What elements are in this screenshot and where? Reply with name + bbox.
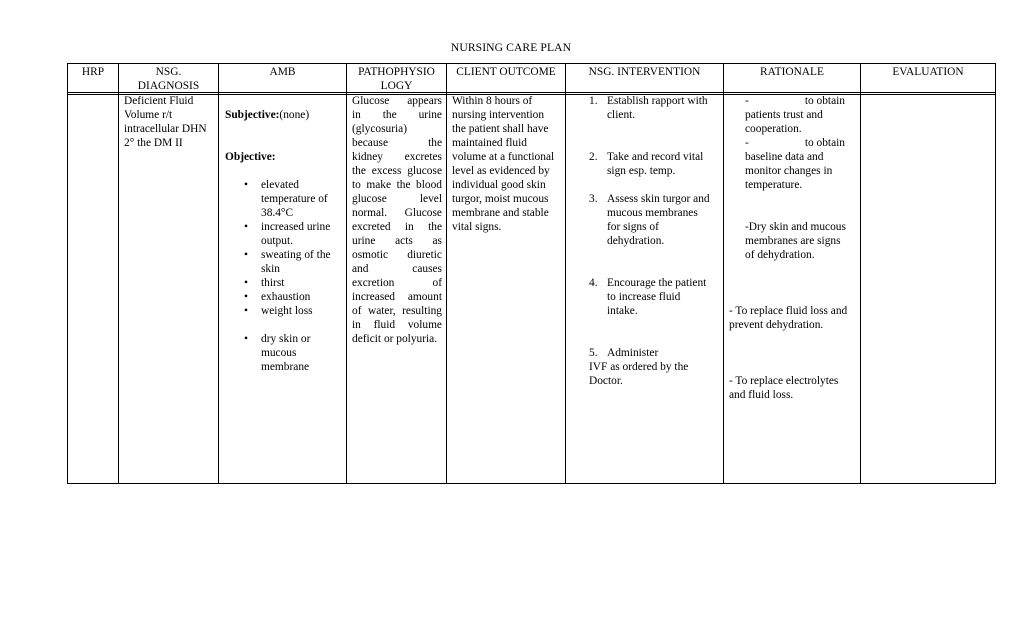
amb-item-weight-loss: • weight loss — [244, 305, 313, 317]
page-title: NURSING CARE PLAN — [450, 41, 572, 54]
amb-item-increased-urine: • increased urine output. — [244, 221, 331, 247]
amb-item-dry-skin: • dry skin or mucous membrane — [244, 333, 311, 373]
pathophysiology-cell: Glucose appears in the urine (glycosuria) because the kidney excretes the excess glucose to make the blood glucose level normal. Glucose excreted in the urine acts as osmotic diuretic and causes excretion of increased amount of water, resulting in fluid volume deficit or polyuria. — [352, 95, 442, 345]
column-divider — [565, 63, 566, 484]
column-divider — [723, 63, 724, 484]
header-rationale: RATIONALE — [760, 66, 824, 78]
rationale-3: -Dry skin and mucous membranes are signs of dehydration. — [745, 221, 846, 261]
intervention-item: 5. Administer — [589, 347, 659, 359]
column-divider — [118, 63, 119, 484]
diagnosis-line: Deficient Fluid — [124, 95, 194, 107]
header-nsg-diagnosis: NSG. DIAGNOSIS — [137, 66, 200, 92]
diagnosis-cell — [124, 94, 216, 150]
header-client-outcome: CLIENT OUTCOME — [456, 66, 556, 78]
objective-label: Objective: — [225, 151, 276, 163]
subjective-label: Subjective: — [225, 109, 280, 121]
intervention-item: 4. Encourage the patient to increase fluid intake. — [589, 277, 707, 317]
header-nsg-intervention: NSG. INTERVENTION — [588, 66, 701, 78]
bullet-icon: • — [244, 291, 248, 303]
amb-item-sweating: • sweating of the skin — [244, 249, 331, 275]
bullet-icon: • — [244, 305, 248, 317]
diagnosis-line: intracellular DHN — [124, 123, 207, 135]
rationale-1: - to obtain patients trust and cooperation. - to obtain baseline data and monitor changes in temperature. — [745, 95, 845, 191]
bullet-icon: • — [244, 221, 248, 233]
diagnosis-line: 2° the DM II — [124, 137, 183, 149]
intervention-5-continuation: IVF as ordered by the Doctor. — [589, 361, 689, 387]
column-divider — [860, 63, 861, 484]
amb-item-elevated-temperature: • elevated temperature of 38.4°C — [244, 179, 328, 219]
rationale-4: - To replace fluid loss and prevent dehydration. — [729, 305, 848, 331]
header-evaluation: EVALUATION — [892, 66, 964, 78]
intervention-item: 3. Assess skin turgor and mucous membranes for signs of dehydration. — [589, 193, 710, 247]
column-divider — [446, 63, 447, 484]
bullet-icon: • — [244, 333, 248, 345]
header-pathophysiology: PATHOPHYSIO LOGY — [358, 66, 435, 92]
rationale-5: - To replace electrolytes and fluid loss. — [729, 375, 839, 401]
bullet-icon: • — [244, 179, 248, 191]
diagnosis-line: Volume r/t — [124, 109, 173, 121]
client-outcome-cell: Within 8 hours of nursing intervention the patient shall have maintained fluid volume at a functional level as evidenced by individual good skin turgor, moist mucous membrane and stable vital signs. — [452, 95, 555, 233]
subjective-line — [225, 108, 309, 122]
column-divider — [346, 63, 347, 484]
intervention-item: 2. Take and record vital sign esp. temp. — [589, 151, 704, 177]
column-divider — [218, 63, 219, 484]
bullet-icon: • — [244, 277, 248, 289]
header-hrp: HRP — [81, 66, 105, 78]
bullet-icon: • — [244, 249, 248, 261]
amb-item-thirst: • thirst — [244, 277, 285, 289]
amb-item-exhaustion: • exhaustion — [244, 291, 311, 303]
header-amb: AMB — [269, 66, 296, 78]
intervention-item: 1. Establish rapport with client. — [589, 95, 708, 121]
subjective-value: (none) — [279, 109, 310, 121]
